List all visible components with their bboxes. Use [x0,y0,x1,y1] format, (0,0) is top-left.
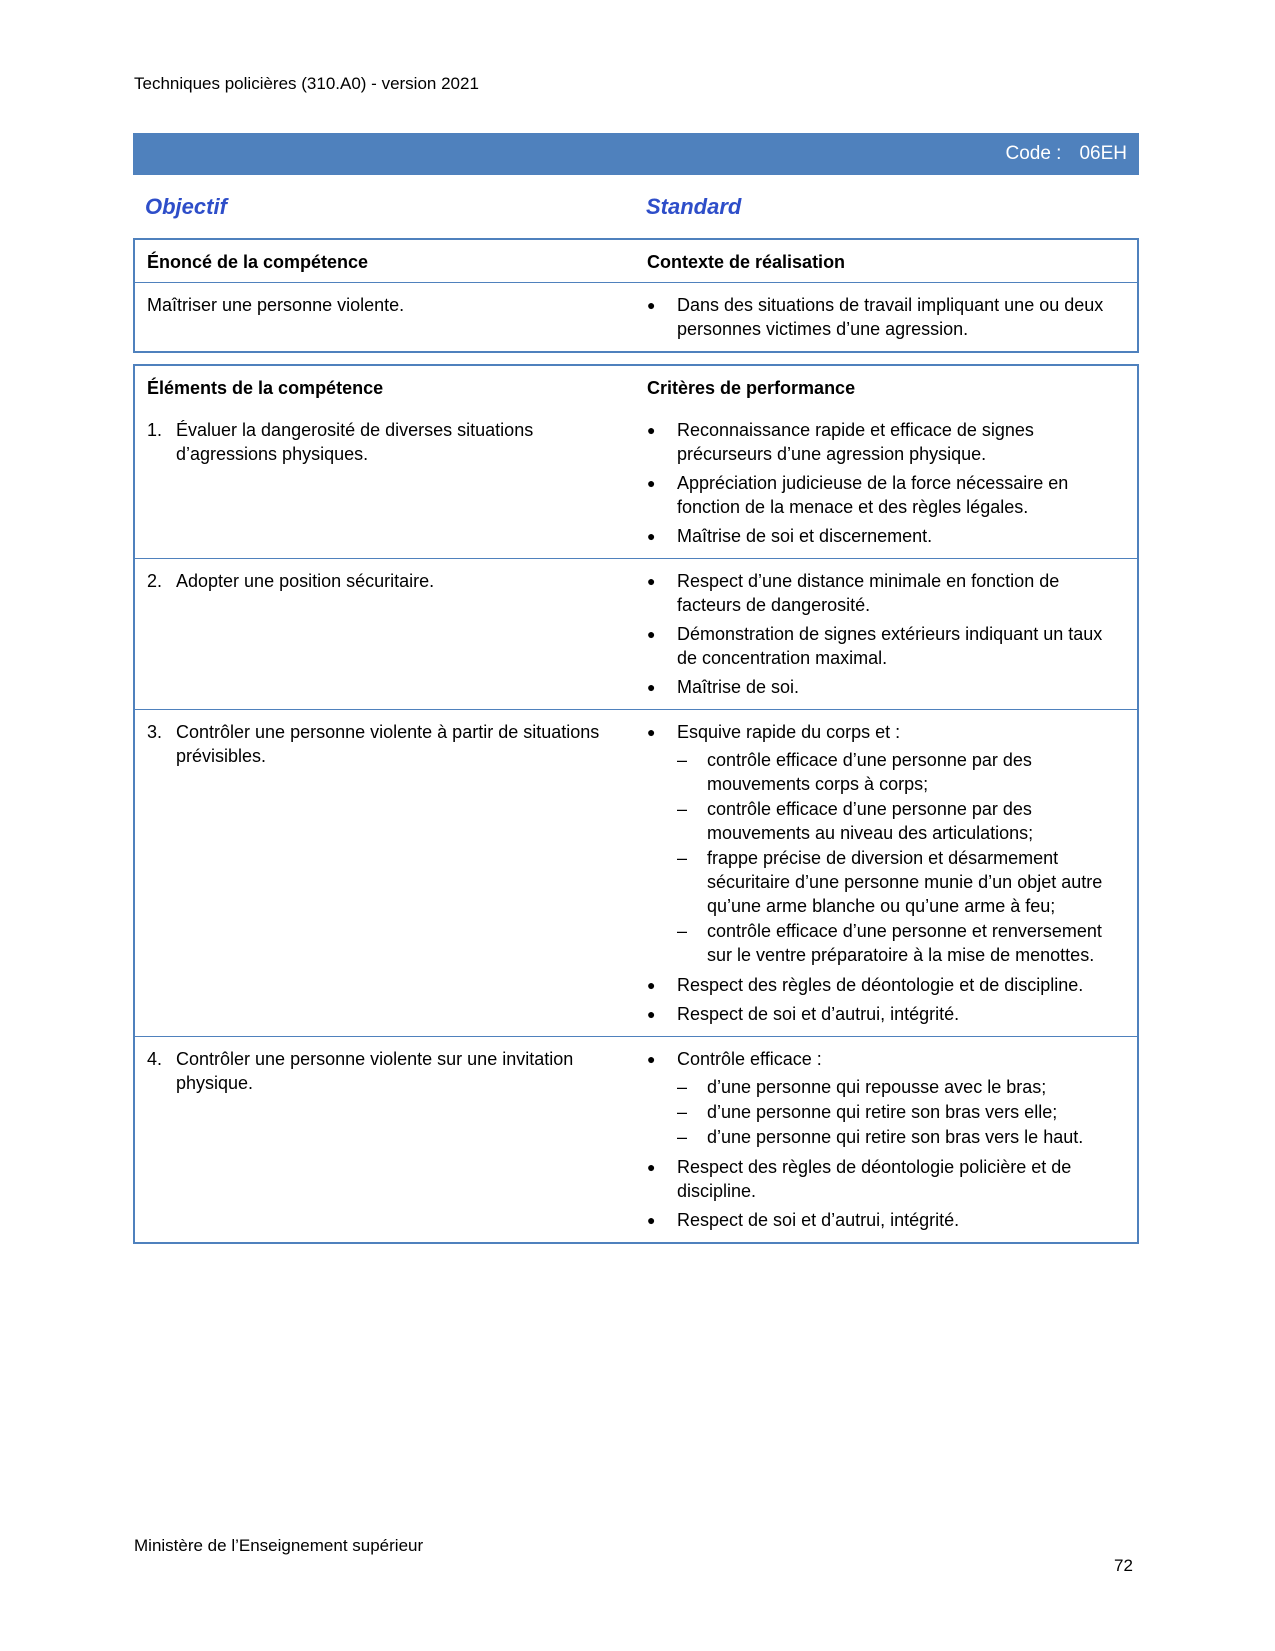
sub-criterion-text: d’une personne qui retire son bras vers le haut. [707,1127,1084,1147]
sub-criteria-list [647,748,1125,967]
element-number: 4. [147,1049,163,1069]
enonce-table-row [135,282,1137,351]
sub-criterion-item [647,919,1125,967]
context-text: Dans des situations de travail impliquant une ou deux personnes victimes d’une agression. [677,295,1104,339]
bullet-icon: ● [647,679,656,695]
sub-criterion-text: frappe précise de diversion et désarmement sécuritaire d’une personne munie d’un objet autre qu’une arme blanche ou qu’une arme à feu; [707,848,1103,916]
criteria-list [647,418,1125,548]
criterion-text: Démonstration de signes extérieurs indiquant un taux de concentration maximal. [677,624,1103,668]
bullet-icon: ● [647,1212,656,1228]
element-row [135,1036,1137,1242]
bullet-icon: ● [647,1051,656,1067]
page-number: 72 [1114,1556,1133,1575]
dash-icon: – [677,750,688,770]
criteria-list [647,720,1125,1026]
criterion-text: Reconnaissance rapide et efficace de signes précurseurs d’une agression physique. [677,420,1034,464]
program-title: Techniques policières (310.A0) - version 2021 [134,74,479,93]
criterion-text: Contrôle efficace : [677,1049,822,1069]
competence-statement: Maîtriser une personne violente. [147,295,405,315]
elements-table [133,364,1139,1244]
sub-criterion-item [647,1100,1125,1124]
criterion-text: Respect d’une distance minimale en fonction de facteurs de dangerosité. [677,571,1060,615]
element-text: Contrôler une personne violente à partir de situations prévisibles. [176,722,600,766]
criterion-text: Maîtrise de soi. [677,677,800,697]
element-row [135,408,1137,558]
element-row [135,709,1137,1036]
sub-criterion-item [647,748,1125,796]
bullet-icon: ● [647,475,656,491]
context-list [647,293,1125,341]
context-item [647,293,1125,341]
criterion-text: Esquive rapide du corps et : [677,722,901,742]
bullet-icon: ● [647,1006,656,1022]
criterion-item [647,1047,1125,1150]
elements-table-header [135,366,1137,408]
sub-criterion-item [647,797,1125,845]
dash-icon: – [677,1127,688,1147]
code-bar [133,133,1139,175]
bullet-icon: ● [647,422,656,438]
criterion-item [647,720,1125,968]
dash-icon: – [677,1077,688,1097]
bullet-icon: ● [647,528,656,544]
element-item [147,720,625,768]
sub-criterion-item [647,1125,1125,1149]
element-text: Adopter une position sécuritaire. [176,571,435,591]
criterion-text: Appréciation judicieuse de la force nécessaire en fonction de la menace et des règles légales. [677,473,1069,517]
sub-criterion-text: d’une personne qui repousse avec le bras; [707,1077,1047,1097]
sub-criterion-item [647,1075,1125,1099]
bullet-icon: ● [647,626,656,642]
code-label: Code : [1005,143,1062,164]
criterion-text: Maîtrise de soi et discernement. [677,526,933,546]
criterion-item [647,524,1125,548]
element-number: 3. [147,722,163,742]
element-item [147,418,625,466]
dash-icon: – [677,848,688,868]
element-row [135,558,1137,709]
sub-criterion-text: d’une personne qui retire son bras vers elle; [707,1102,1058,1122]
criterion-item [647,471,1125,519]
bullet-icon: ● [647,573,656,589]
element-item [147,569,625,593]
element-item [147,1047,625,1095]
enonce-header-left: Énoncé de la compétence [147,252,369,272]
element-text: Contrôler une personne violente sur une invitation physique. [176,1049,574,1093]
bullet-icon: ● [647,1159,656,1175]
enonce-table [133,238,1139,353]
criterion-item [647,418,1125,466]
bullet-icon: ● [647,724,656,740]
sub-criteria-list [647,1075,1125,1149]
footer-ministry: Ministère de l’Enseignement supérieur [134,1536,424,1555]
criterion-item [647,1002,1125,1026]
element-number: 1. [147,420,163,440]
criterion-item [647,675,1125,699]
criterion-text: Respect des règles de déontologie et de discipline. [677,975,1084,995]
objective-title: Objectif [145,194,227,219]
dash-icon: – [677,799,688,819]
criterion-item [647,1208,1125,1232]
criterion-text: Respect de soi et d’autrui, intégrité. [677,1210,960,1230]
standard-title: Standard [646,194,742,219]
element-number: 2. [147,571,163,591]
sub-criterion-text: contrôle efficace d’une personne par des mouvements au niveau des articulations; [707,799,1034,843]
criteria-list [647,569,1125,699]
enonce-header-right: Contexte de réalisation [647,252,846,272]
criterion-text: Respect des règles de déontologie policière et de discipline. [677,1157,1072,1201]
enonce-table-header [135,240,1137,282]
dash-icon: – [677,1102,688,1122]
criterion-item [647,622,1125,670]
criterion-item [647,1155,1125,1203]
criterion-item [647,569,1125,617]
bullet-icon: ● [647,297,656,313]
sub-criterion-item [647,846,1125,918]
sub-criterion-text: contrôle efficace d’une personne par des mouvements corps à corps; [707,750,1032,794]
elements-header-right: Critères de performance [647,378,856,398]
sub-criterion-text: contrôle efficace d’une personne et renversement sur le ventre préparatoire à la mise de menottes. [707,921,1102,965]
dash-icon: – [677,921,688,941]
criterion-text: Respect de soi et d’autrui, intégrité. [677,1004,960,1024]
element-text: Évaluer la dangerosité de diverses situations d’agressions physiques. [176,420,534,464]
code-value: 06EH [1079,143,1127,164]
elements-header-left: Éléments de la compétence [147,378,384,398]
criteria-list [647,1047,1125,1232]
criterion-item [647,973,1125,997]
bullet-icon: ● [647,977,656,993]
